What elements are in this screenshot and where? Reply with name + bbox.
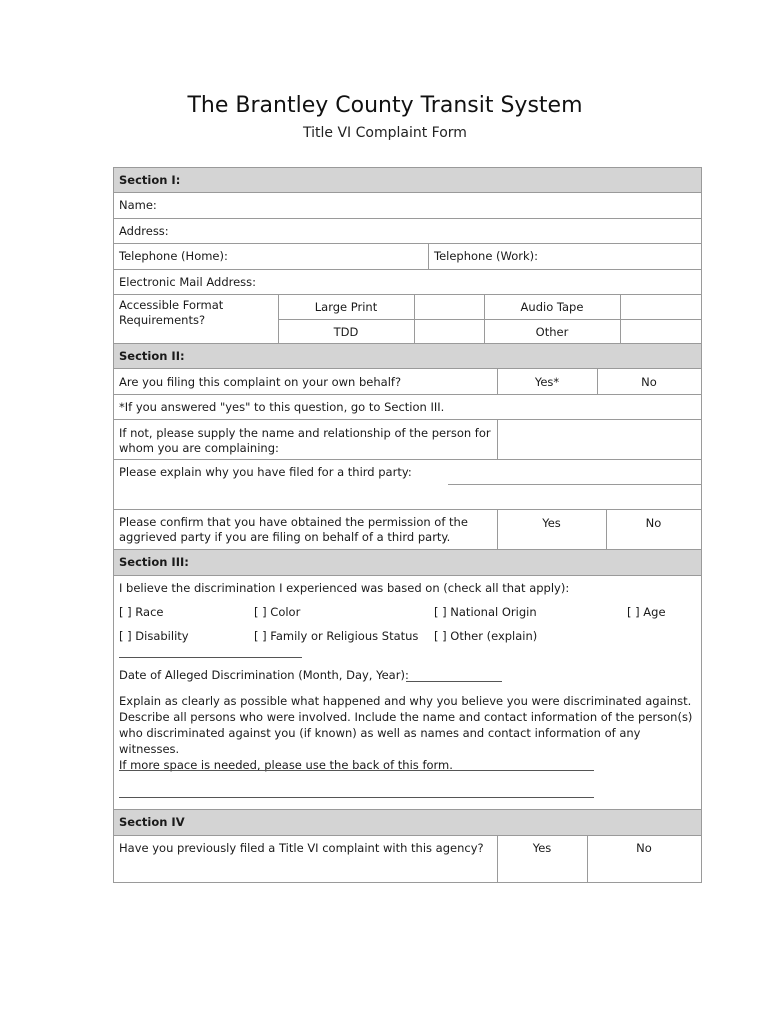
explain-instructions: Explain as clearly as possible what happened and why you believe you were discriminated against. Describe all persons who were involved. Include the name and contact information of the person(s) who discriminated against you (if known) as well as names and contact information of any witnesses. If more space is needed, please use the back of this form. bbox=[119, 694, 693, 772]
accessible-format-row bbox=[114, 295, 701, 344]
previous-complaint-question: Have you previously filed a Title VI complaint with this agency? bbox=[119, 841, 484, 855]
age-checkbox[interactable]: [ ] Age bbox=[627, 605, 666, 619]
section-2-header bbox=[114, 344, 701, 369]
address-label: Address: bbox=[119, 224, 169, 238]
email-field[interactable] bbox=[114, 270, 701, 295]
if-yes-note: *If you answered "yes" to this question, go to Section III. bbox=[119, 400, 445, 414]
basis-prompt: I believe the discrimination I experienced was based on (check all that apply): bbox=[119, 581, 570, 595]
color-checkbox[interactable]: [ ] Color bbox=[254, 605, 301, 619]
previous-yes[interactable]: Yes bbox=[532, 841, 552, 855]
previous-complaint-row bbox=[114, 836, 701, 882]
if-yes-note-row bbox=[114, 395, 701, 420]
third-party-explain-row bbox=[114, 460, 701, 510]
date-field-line[interactable] bbox=[406, 681, 502, 682]
own-behalf-question: Are you filing this complaint on your own behalf? bbox=[119, 375, 402, 389]
family-religious-checkbox[interactable]: [ ] Family or Religious Status bbox=[254, 629, 419, 643]
telephone-row bbox=[114, 244, 701, 270]
third-party-name-field[interactable] bbox=[498, 420, 701, 459]
section-4-header bbox=[114, 810, 701, 836]
large-print-label: Large Print bbox=[314, 300, 378, 314]
other-explain-line[interactable] bbox=[119, 657, 302, 658]
third-party-explain-field[interactable] bbox=[114, 485, 701, 509]
own-behalf-no[interactable]: No bbox=[641, 375, 657, 389]
page-subtitle: Title VI Complaint Form bbox=[303, 125, 467, 141]
telephone-divider bbox=[428, 244, 429, 269]
third-party-label: Please explain why you have filed for a third party: bbox=[119, 465, 412, 479]
permission-row bbox=[114, 510, 701, 550]
section-3-header bbox=[114, 550, 701, 576]
explain-line-1[interactable] bbox=[119, 770, 594, 771]
section-2-title: Section II: bbox=[119, 349, 185, 363]
tdd-label: TDD bbox=[333, 325, 359, 339]
email-label: Electronic Mail Address: bbox=[119, 275, 257, 289]
accessible-format-label: Accessible Format Requirements? bbox=[119, 298, 224, 327]
section-1-title: Section I: bbox=[119, 173, 181, 187]
page-title: The Brantley County Transit System bbox=[187, 93, 583, 118]
other-explain-checkbox[interactable]: [ ] Other (explain) bbox=[434, 629, 538, 643]
section-3-title: Section III: bbox=[119, 555, 189, 569]
explain-line-2[interactable] bbox=[119, 797, 594, 798]
race-checkbox[interactable]: [ ] Race bbox=[119, 605, 164, 619]
section-4-title: Section IV bbox=[119, 815, 185, 829]
address-field[interactable] bbox=[114, 219, 701, 244]
audio-tape-checkbox[interactable] bbox=[621, 295, 701, 319]
own-behalf-row bbox=[114, 369, 701, 395]
other-format-label: Other bbox=[535, 325, 569, 339]
section-3-body bbox=[114, 576, 701, 810]
section-1-header bbox=[114, 168, 701, 193]
permission-no[interactable]: No bbox=[645, 516, 662, 530]
own-behalf-yes[interactable]: Yes* bbox=[534, 375, 560, 389]
national-origin-checkbox[interactable]: [ ] National Origin bbox=[434, 605, 537, 619]
other-format-checkbox[interactable] bbox=[621, 320, 701, 343]
name-label: Name: bbox=[119, 198, 157, 212]
previous-no[interactable]: No bbox=[636, 841, 652, 855]
complaint-form bbox=[113, 167, 702, 883]
disability-checkbox[interactable]: [ ] Disability bbox=[119, 629, 189, 643]
if-not-row bbox=[114, 420, 701, 460]
large-print-checkbox[interactable] bbox=[415, 295, 484, 319]
permission-label: Please confirm that you have obtained the permission of the aggrieved party if you are filing on behalf of a third party. bbox=[119, 515, 468, 544]
date-label: Date of Alleged Discrimination (Month, Day, Year): bbox=[119, 668, 409, 682]
telephone-home-label: Telephone (Home): bbox=[119, 249, 228, 263]
name-field[interactable] bbox=[114, 193, 701, 219]
telephone-work-label: Telephone (Work): bbox=[434, 249, 539, 263]
if-not-label: If not, please supply the name and relationship of the person for whom you are complaining: bbox=[119, 426, 491, 455]
audio-tape-label: Audio Tape bbox=[520, 300, 584, 314]
permission-yes[interactable]: Yes bbox=[542, 516, 561, 530]
tdd-checkbox[interactable] bbox=[415, 320, 484, 343]
